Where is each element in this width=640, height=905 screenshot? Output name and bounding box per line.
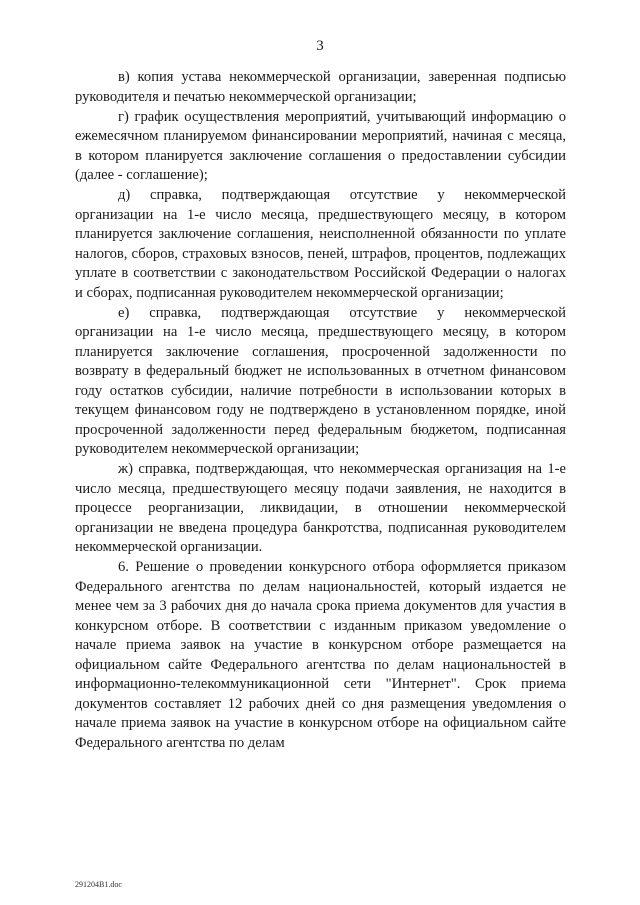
paragraph-item-v: в) копия устава некоммерческой организации, заверенная подписью руководителя и печатью некоммерческой организации; [75, 69, 566, 105]
paragraph-item-zh: ж) справка, подтверждающая, что некоммерческая организация на 1-е число месяца, предшествующего месяцу подачи заявления, не находится в процессе реорганизации, ликвидации, в отношении некоммерческой организации не введена процедура банкротства, подписанная руководителем некоммерческой организации. [75, 461, 566, 555]
paragraph-item-d: д) справка, подтверждающая отсутствие у некоммерческой организации на 1-е число месяца, предшествующего месяцу, в котором планируется заключение соглашения, неисполненной обязанности по уплате налогов, сборов, страховых взносов, пеней, штрафов, процентов, подлежащих уплате в соответствии с законодательством Российской Федерации о налогах и сборах, подписанная руководителем некоммерческой организации; [75, 187, 566, 301]
paragraph-section-6: 6. Решение о проведении конкурсного отбора оформляется приказом Федерального агентства по делам национальностей, который издается не менее чем за 3 рабочих дня до начала срока приема документов для участия в конкурсном отборе. В соответствии с изданным приказом уведомление о начале приема заявок на участие в конкурсном отборе размещается на официальном сайте Федерального агентства по делам национальностей в информационно-телекоммуникационной сети "Интернет". Срок приема документов составляет 12 рабочих дней со дня размещения уведомления о начале приема заявок на участие в конкурсном отборе на официальном сайте Федерального агентства по делам [75, 559, 566, 751]
paragraph-item-e: е) справка, подтверждающая отсутствие у некоммерческой организации на 1-е число месяца, предшествующего месяцу, в котором планируется заключение соглашения, просроченной задолженности по возврату в федеральный бюджет не использованных в отчетном финансовом году остатков субсидии, наличие потребности в использовании которых в текущем финансовом году не подтверждено в установленном порядке, иной просроченной задолженности перед федеральным бюджетом, подписанная руководителем некоммерческой организации; [75, 304, 566, 457]
document-body [75, 68, 566, 753]
paragraph-item-g: г) график осуществления мероприятий, учитывающий информацию о ежемесячном планируемом финансировании мероприятий, начиная с месяца, в котором планируется заключение соглашения о предоставлении субсидии (далее - соглашение); [75, 108, 566, 183]
footer-file-code: 291204В1.doc [75, 880, 122, 889]
page-number: 3 [316, 38, 324, 54]
